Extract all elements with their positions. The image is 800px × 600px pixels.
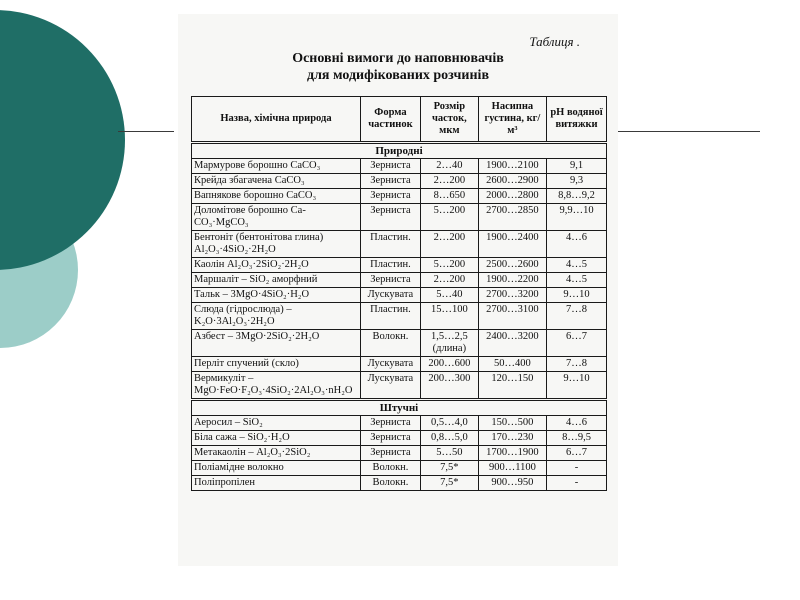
cell-ph: 9,1 bbox=[547, 159, 607, 174]
table-row bbox=[192, 330, 607, 357]
cell-ph: 9,9…10 bbox=[547, 204, 607, 231]
table-row bbox=[192, 372, 607, 400]
dark-teal-circle bbox=[0, 10, 125, 270]
cell-density: 2500…2600 bbox=[478, 258, 546, 273]
col-header-ph: pH водяної витяжки bbox=[547, 97, 607, 143]
cell-ph: 7…8 bbox=[547, 357, 607, 372]
cell-name: Вермикуліт – MgO·FeO·F₂O₃·4SiO₂·2Al₂O₃·nH₂O bbox=[192, 372, 361, 400]
table-title-line2: для модифікованих розчинів bbox=[306, 68, 490, 83]
table-row bbox=[192, 189, 607, 204]
cell-density: 50…400 bbox=[478, 357, 546, 372]
cell-shape: Пластин. bbox=[360, 258, 420, 273]
cell-name: Бентоніт (бентонітова глина) Al₂O₃·4SiO₂·2H₂O bbox=[192, 231, 361, 258]
cell-name: Доломітове борошно Ca-CO₃·MgCO₃ bbox=[192, 204, 361, 231]
cell-ph: 9…10 bbox=[547, 372, 607, 400]
section-row-artificial bbox=[192, 400, 607, 416]
cell-size: 2…200 bbox=[420, 273, 478, 288]
cell-density: 120…150 bbox=[478, 372, 546, 400]
cell-density: 900…950 bbox=[478, 476, 546, 491]
table-row bbox=[192, 288, 607, 303]
cell-shape: Лускувата bbox=[360, 357, 420, 372]
cell-size: 7,5* bbox=[420, 461, 478, 476]
cell-shape: Зерниста bbox=[360, 431, 420, 446]
table-row bbox=[192, 446, 607, 461]
table-row bbox=[192, 476, 607, 491]
cell-density: 900…1100 bbox=[478, 461, 546, 476]
cell-shape: Волокн. bbox=[360, 461, 420, 476]
cell-name: Маршаліт – SiO₂ аморфний bbox=[192, 273, 361, 288]
cell-ph: 7…8 bbox=[547, 303, 607, 330]
section-natural-label: Природні bbox=[192, 143, 607, 159]
table-row bbox=[192, 357, 607, 372]
table-row bbox=[192, 303, 607, 330]
section-artificial-label: Штучні bbox=[192, 400, 607, 416]
cell-size: 5…200 bbox=[420, 204, 478, 231]
table-row bbox=[192, 258, 607, 273]
cell-density: 2700…3100 bbox=[478, 303, 546, 330]
cell-ph: 6…7 bbox=[547, 446, 607, 461]
table-title-line1: Основні вимоги до наповнювачів bbox=[292, 51, 504, 66]
cell-name: Поліпропілен bbox=[192, 476, 361, 491]
cell-density: 2700…2850 bbox=[478, 204, 546, 231]
cell-shape: Волокн. bbox=[360, 330, 420, 357]
cell-size: 7,5* bbox=[420, 476, 478, 491]
cell-shape: Лускувата bbox=[360, 372, 420, 400]
cell-shape: Волокн. bbox=[360, 476, 420, 491]
cell-shape: Пластин. bbox=[360, 303, 420, 330]
cell-name: Аеросил – SiO₂ bbox=[192, 416, 361, 431]
table-row bbox=[192, 204, 607, 231]
cell-shape: Зерниста bbox=[360, 416, 420, 431]
cell-ph: 6…7 bbox=[547, 330, 607, 357]
cell-ph: 4…6 bbox=[547, 231, 607, 258]
section-row-natural bbox=[192, 143, 607, 159]
cell-name: Тальк – 3MgO·4SiO₂·H₂O bbox=[192, 288, 361, 303]
table-row bbox=[192, 431, 607, 446]
cell-density: 2400…3200 bbox=[478, 330, 546, 357]
cell-shape: Зерниста bbox=[360, 204, 420, 231]
cell-size: 2…200 bbox=[420, 231, 478, 258]
table-title bbox=[178, 50, 618, 84]
cell-ph: 9,3 bbox=[547, 174, 607, 189]
header-row bbox=[192, 97, 607, 143]
cell-size: 5…200 bbox=[420, 258, 478, 273]
cell-size: 2…40 bbox=[420, 159, 478, 174]
cell-name: Крейда збагачена CaCO₃ bbox=[192, 174, 361, 189]
cell-ph: 4…5 bbox=[547, 258, 607, 273]
left-divider-line bbox=[118, 131, 174, 132]
cell-name: Біла сажа – SiO₂·H₂O bbox=[192, 431, 361, 446]
table-row bbox=[192, 273, 607, 288]
col-header-shape: Форма частинок bbox=[360, 97, 420, 143]
cell-name: Вапнякове борошно CaCO₃ bbox=[192, 189, 361, 204]
cell-ph: 8,8…9,2 bbox=[547, 189, 607, 204]
cell-ph: - bbox=[547, 476, 607, 491]
cell-density: 1900…2400 bbox=[478, 231, 546, 258]
cell-name: Перліт спучений (скло) bbox=[192, 357, 361, 372]
cell-name: Каолін Al₂O₃·2SiO₂·2H₂O bbox=[192, 258, 361, 273]
cell-shape: Зерниста bbox=[360, 189, 420, 204]
cell-ph: 4…6 bbox=[547, 416, 607, 431]
cell-density: 150…500 bbox=[478, 416, 546, 431]
table-row bbox=[192, 174, 607, 189]
cell-density: 1700…1900 bbox=[478, 446, 546, 461]
cell-name: Азбест – 3MgO·2SiO₂·2H₂O bbox=[192, 330, 361, 357]
cell-name: Мармурове борошно CaCO₃ bbox=[192, 159, 361, 174]
cell-ph: - bbox=[547, 461, 607, 476]
cell-shape: Зерниста bbox=[360, 273, 420, 288]
table-row bbox=[192, 416, 607, 431]
cell-shape: Зерниста bbox=[360, 174, 420, 189]
cell-name: Слюда (гідрослюда) – K₂O·3Al₂O₃·2H₂O bbox=[192, 303, 361, 330]
cell-name: Поліамідне волокно bbox=[192, 461, 361, 476]
cell-size: 0,5…4,0 bbox=[420, 416, 478, 431]
col-header-size: Розмір часток, мкм bbox=[420, 97, 478, 143]
cell-size: 5…40 bbox=[420, 288, 478, 303]
cell-ph: 8…9,5 bbox=[547, 431, 607, 446]
scanned-document bbox=[178, 14, 618, 566]
cell-ph: 4…5 bbox=[547, 273, 607, 288]
cell-shape: Зерниста bbox=[360, 159, 420, 174]
col-header-density: Насипна густина, кг/м³ bbox=[478, 97, 546, 143]
col-header-name: Назва, хімічна природа bbox=[192, 97, 361, 143]
cell-size: 1,5…2,5 (длина) bbox=[420, 330, 478, 357]
fillers-table bbox=[191, 96, 607, 491]
table-row bbox=[192, 461, 607, 476]
table-body bbox=[192, 143, 607, 491]
cell-shape: Пластин. bbox=[360, 231, 420, 258]
cell-size: 2…200 bbox=[420, 174, 478, 189]
cell-shape: Зерниста bbox=[360, 446, 420, 461]
right-divider-line bbox=[614, 131, 760, 132]
table-caption: Таблиця . bbox=[529, 34, 580, 49]
cell-density: 2000…2800 bbox=[478, 189, 546, 204]
cell-size: 0,8…5,0 bbox=[420, 431, 478, 446]
cell-size: 15…100 bbox=[420, 303, 478, 330]
cell-name: Метакаолін – Al₂O₃·2SiO₂ bbox=[192, 446, 361, 461]
cell-size: 200…600 bbox=[420, 357, 478, 372]
cell-density: 1900…2200 bbox=[478, 273, 546, 288]
cell-size: 8…650 bbox=[420, 189, 478, 204]
cell-shape: Лускувата bbox=[360, 288, 420, 303]
cell-density: 1900…2100 bbox=[478, 159, 546, 174]
cell-size: 200…300 bbox=[420, 372, 478, 400]
cell-density: 2700…3200 bbox=[478, 288, 546, 303]
cell-size: 5…50 bbox=[420, 446, 478, 461]
cell-density: 2600…2900 bbox=[478, 174, 546, 189]
table-row bbox=[192, 159, 607, 174]
cell-ph: 9…10 bbox=[547, 288, 607, 303]
cell-density: 170…230 bbox=[478, 431, 546, 446]
table-row bbox=[192, 231, 607, 258]
